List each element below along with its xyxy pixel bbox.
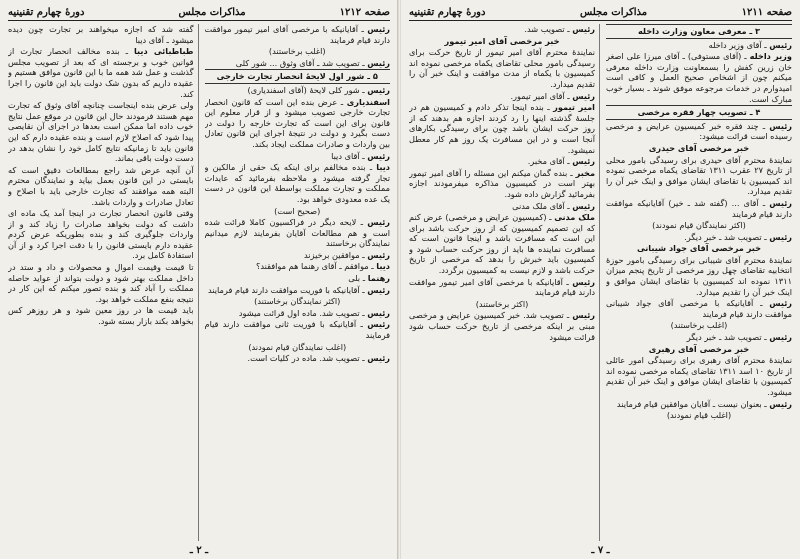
paragraph-text: ۵ ـ شور اول لایحۀ انحصار تجارت خارجی: [216, 71, 378, 82]
paragraph-text: (اکثر برخاستند): [475, 298, 529, 309]
paragraph-text: (اغلب قیام نمودند): [666, 410, 732, 421]
transcript-paragraph: وزیر داخله ـ (آقای مستوفی) ـ آقای میرزا علی اصغر خان زرین کفش را بسمعاونت وزارت داخله معرفی میکنم چون از اشخاص صحیح العمل و کافی است امیدوارم در خدمات مرجوعه موفق شوند ـ بسیار خوب مبارک است.: [606, 51, 792, 104]
transcript-paragraph: [606, 355, 792, 397]
paragraph-text: (اکثر نمایندگان قیام نمودند): [652, 220, 746, 231]
paragraph-text: موافقم ـ آقای رهنما هم موافقند؟: [255, 261, 369, 272]
paragraph-text: گفته شد که اجازه میخواهند بر تجارت چون دیده میشود ـ آقای دیبا: [8, 24, 194, 45]
transcript-paragraph: رئیس ـ تصویب شد ـ خبر دیگر.: [684, 231, 792, 242]
transcript-paragraph: [8, 165, 194, 207]
agenda-item-heading: [205, 69, 391, 84]
procedural-note: [205, 296, 391, 307]
paragraph-text: خبر مرخصی آقای جواد شیبانی: [636, 243, 762, 254]
transcript-paragraph: رئیس ـ آقایانیکه با مرخصی آقای جواد شیبانی موافقت دارند قیام فرمایند: [606, 298, 792, 319]
speaker-name: امیر تیمور: [553, 102, 595, 113]
transcript-paragraph: رئیس ـ تصویب شد ـ آقای وثوق ... شور کلی: [235, 57, 390, 68]
transcript-paragraph: رئیس ـ چند فقره خبر کمیسیون عرایض و مرخصی رسیده است قرائت میشود:: [606, 120, 792, 142]
speaker-name: رئیس: [367, 319, 390, 330]
paragraph-text: تصویب شد ـ خبر دیگر: [686, 332, 762, 343]
transcript-paragraph: [8, 100, 194, 164]
speaker-name: رئیس: [572, 90, 595, 101]
transcript-paragraph: ملک مدنی ـ (کمیسیون عرایض و مرخصی) عرض کنم که این تصمیم کمیسیون که از روز حرکت باشد برای این است که مسافرت باشد و اینجا قانون است که مسافرت نماینده ها باید از روز حرکت حساب شود و کمیسیون باید خبرش را بدهد که مرخصی از تاریخ حرکت باشد و لازم نیست به کمیسیون برگردد.: [409, 212, 596, 276]
paragraph-text: آقایانیکه با مرخصی آقای امیر تیمور موافقت دارند قیام فرمایند: [409, 276, 595, 298]
paragraph-text: آقای ملک مدنی: [512, 200, 565, 211]
transcript-paragraph: رئیس ـ آقایانیکه با مرخصی آقای امیر تیمور موافقت دارند قیام فرمایند: [204, 24, 390, 45]
right-page-column-left: [409, 24, 600, 541]
transcript-paragraph: رئیس ـ آقای دیبا: [331, 150, 390, 161]
speaker-name: دیبا: [376, 261, 390, 272]
transcript-paragraph: [606, 255, 792, 297]
transcript-paragraph: رئیس ـ موافقین برخیزند: [303, 249, 390, 260]
paragraph-text: تصویب شد. ماده در کلیات است.: [247, 353, 360, 364]
paragraph-text: (اغلب نمایندگان قیام نمودند): [248, 341, 347, 352]
left-page-columns: [8, 24, 390, 541]
report-subheading: [606, 344, 792, 355]
speaker-name: رئیس: [367, 24, 390, 34]
paragraph-text: بنده مخالف انحصار تجارت از قوانین خوب و برجسته ای که بعد از تصویب مجلس گذشت و عمل شد همه ما با این قانون موافق هستیم و عقیده داریم که بدون شک دولت باید این قانون را اجرا کند.: [8, 46, 194, 99]
left-page-column-left: [8, 24, 199, 541]
speaker-name: رئیس: [572, 156, 595, 167]
speaker-name: رئیس: [769, 298, 792, 309]
procedural-note: [205, 46, 391, 57]
paragraph-text: تصویب شد ـ آقای وثوق ... شور کلی: [235, 57, 360, 68]
paragraph-text: چند فقره خبر کمیسیون عرایض و مرخصی رسیده است قرائت میشود:: [606, 120, 792, 142]
paragraph-text: وقتی قانون انحصار تجارت در اینجا آمد یک ماده ای داشت که دولت بخواهد صادرات را زیاد کند و از واردات جلوگیری کند و بنده بطوریکه عرض کردم عقیده دارم بایستی قانون را با دقت اجرا کرد و از آن استفادۀ کامل برد.: [8, 208, 194, 261]
paragraph-text: آقایانیکه با مرخصی آقای جواد شیبانی موافقت دارند قیام فرمایند: [606, 298, 792, 319]
transcript-paragraph: [8, 262, 194, 304]
transcript-paragraph: رئیس ـ آقای وزیر داخله: [708, 39, 792, 50]
transcript-paragraph: دیبا ـ بنده مخالفم برای اینکه یک حقی از مالکین و تجار گرفته میشود و ملاحظه بفرمائید که عایدات مملکت و تجارت مملکت بواسطۀ این قانون در دست یک عده معدودی خواهد بود.: [204, 162, 390, 204]
paragraph-text: موافقین برخیزند: [303, 249, 360, 260]
procedural-note: [606, 220, 792, 231]
header-title: مذاکرات مجلس: [178, 6, 246, 18]
paragraph-text: نمایندۀ محترم آقای رهبری برای رسیدگی امور عائلی از تاریخ ۱۰ اسد ۱۳۱۱ تقاضای یکماه مرخصی نموده اند کمیسیون با تقاضای ایشان موافق و اینک خبر آن تقدیم میشود.: [606, 355, 792, 397]
speaker-name: رئیس: [769, 398, 792, 409]
procedural-note: [606, 320, 792, 331]
report-subheading: [606, 143, 792, 154]
transcript-paragraph: رئیس ـ آقایانیکه با فوریت ثانی موافقت دارند قیام فرمایند: [204, 319, 390, 341]
paragraph-text: نمایندۀ محترم آقای شیبانی برای رسیدگی بامور حوزۀ انتخابیه تقاضای چهل روز مرخصی از تاریخ پنجم میزان ۱۳۱۱ نموده اند کمیسیون با تقاضای ایشان موافق و اینک خبر آن را تقدیم میدارد.: [606, 254, 792, 297]
paragraph-text: خبر مرخصی آقای رهبری: [648, 343, 750, 354]
paragraph-text: آقای دیبا: [331, 150, 360, 161]
transcript-paragraph: رئیس ـ آقای ملک مدنی: [512, 200, 595, 211]
page-number: ـ ۷ ـ: [591, 545, 610, 556]
paragraph-text: آن آنچه عرض شد راجع بمطالعات دقیق است که بایستی در این قانون بعمل بیاید و نمایندگان محترم البته همه موافقند که تجارت خارجی باید با اصلاح و تعادل صادرات و واردات باشد.: [8, 164, 194, 207]
right-page: [401, 0, 800, 559]
transcript-paragraph: رئیس ـ تصویب شد. خبر کمیسیون عرایض و مرخصی مبنی بر اینکه مرخصی از تاریخ حرکت حساب شود قرائت میشود: [409, 310, 595, 342]
paragraph-text: آقای ... (گفته شد ـ خیر) آقایانیکه موافقت دارند قیام فرمایند: [606, 197, 792, 219]
transcript-paragraph: رئیس ـ آقای مخبر.: [527, 156, 595, 167]
paragraph-text: لایحه دیگر در فراکسیون کاملا قرائت شده است و هم مطالعات آقایان بفرمایند لازم میدانیم نمایندگان برخاستند: [204, 217, 390, 249]
speaker-name: وزیر داخله: [749, 51, 792, 62]
agenda-item-heading: [606, 105, 792, 120]
left-page-header: [8, 4, 390, 21]
transcript-paragraph: رئیس ـ آقایانیکه با فوریت موافقت دارند قیام فرمایند: [208, 284, 390, 295]
left-page: [0, 0, 399, 559]
page-number: ـ ۲ ـ: [189, 545, 209, 556]
procedural-note: [205, 342, 391, 353]
paragraph-text: (صحیح است): [274, 205, 321, 216]
paragraph-text: ۴ ـ تصویب چهار فقره مرخصی: [637, 107, 761, 118]
transcript-paragraph: رئیس ـ لایحه دیگر در فراکسیون کاملا قرائت شده است و هم مطالعات آقایان بفرمایند لازم میدانیم نمایندگان برخاستند: [204, 217, 390, 249]
paragraph-text: نمایندۀ محترم آقای حیدری برای رسیدگی بامور محلی از تاریخ ۲۷ عقرب ۱۳۱۱ تقاضای یکماه مرخصی نموده اند کمیسیون با تقاضای ایشان موافق و اینک خبر آن را تقدیم میدارد.: [606, 154, 792, 197]
transcript-paragraph: [8, 24, 194, 45]
paragraph-text: آقای مخبر.: [527, 156, 565, 167]
paragraph-text: تصویب شد ـ خبر دیگر.: [684, 231, 762, 242]
speaker-name: رئیس: [367, 84, 390, 95]
paragraph-text: خبر مرخصی آقای حیدری: [648, 142, 750, 153]
transcript-paragraph: رئیس ـ تصویب شد.: [524, 24, 595, 34]
speaker-name: رئیس: [769, 231, 792, 242]
header-date: صفحه ۱۲۱۱: [741, 6, 792, 18]
speaker-name: رئیس: [367, 150, 390, 161]
transcript-paragraph: مخبر ـ بنده گمان میکنم این مسئله را آقای امیر تیمور بهتر است در کمیسیون مذاکره میفرمودند اجازه بفرمائید گزارش داده شود.: [409, 167, 596, 199]
speaker-name: ملک مدنی: [554, 212, 596, 223]
paragraph-text: بنده مخالفم برای اینکه یک حقی از مالکین و تجار گرفته میشود و ملاحظه بفرمائید که عایدات مملکت و تجارت مملکت بواسطۀ این قانون در دست یک عده معدودی خواهد بود.: [204, 162, 390, 204]
speaker-name: اسفندیاری: [346, 96, 390, 107]
transcript-paragraph: [8, 305, 194, 326]
paragraph-text: تصویب شد. خبر کمیسیون عرایض و مرخصی مبنی بر اینکه مرخصی از تاریخ حرکت حساب شود قرائت میشود: [409, 310, 595, 342]
transcript-paragraph: رئیس ـ شور کلی لایحۀ (آقای اسفندیاری): [247, 84, 390, 95]
speaker-name: طباطبائی دیبا: [133, 46, 194, 57]
paragraph-text: آقایانیکه با فوریت ثانی موافقت دارند قیام فرمایند: [204, 319, 390, 341]
transcript-paragraph: رئیس ـ آقای ... (گفته شد ـ خیر) آقایانیکه موافقت دارند قیام فرمایند: [606, 197, 792, 219]
header-title: مذاکرات مجلس: [579, 6, 648, 18]
speaker-name: رئیس: [367, 217, 390, 228]
paragraph-text: (اکثر نمایندگان برخاستند): [254, 296, 341, 307]
speaker-name: رئیس: [572, 276, 595, 287]
speaker-name: رئیس: [769, 39, 792, 50]
paragraph-text: نمایندۀ محترم آقای امیر تیمور از تاریخ حرکت برای رسیدگی بامور محلی تقاضای یکماه مرخصی نموده اند کمیسیون با یکماه از مدت موافقت و اینک خبر آن را تقدیم میدارد.: [409, 47, 595, 89]
speaker-name: رئیس: [769, 197, 792, 208]
procedural-note: [606, 410, 792, 421]
paragraph-text: ۳ ـ معرفی معاون وزارت داخله: [637, 26, 761, 36]
transcript-paragraph: رئیس ـ آقای امیر تیمور.: [510, 90, 595, 101]
paragraph-text: باید قیمت ها در روز معین شود و هر روزهر کس بخواهد بکند بازار بسته شود.: [8, 305, 194, 327]
header-session: دورۀ چهارم تقنينيه: [409, 6, 486, 18]
transcript-paragraph: اسفندیاری ـ عرض بنده این است که قانون انحصار تجارت خارجی تصویب میشود و از قرار معلوم این قانون برای این است که تجارت خارجه را دولت در دست بگیرد و دولت در نتیجۀ اجرای این قانون تعادل بین واردات و صادرات مملکت ایجاد بکند.: [204, 96, 390, 149]
right-page-columns: [409, 24, 792, 541]
paragraph-text: خبر مرخصی آقای امیر تیمور: [444, 35, 560, 46]
speaker-name: رئیس: [367, 249, 390, 260]
header-session: دورۀ چهارم تقنینیه: [8, 6, 85, 18]
transcript-paragraph: رئیس ـ تصویب شد. ماده اول قرائت میشود: [238, 307, 390, 318]
transcript-paragraph: امیر تیمور ـ بنده اینجا تذکر دادم و کمیسیون هم در جلسۀ گذشته اینها را رد کردند اجازه هم بدهند که از روز حرکت ایشان باشد چون برای رسیدگی بکارهای آنجا است و در این مسافرت یک روز هم کار معطل نمیشود.: [409, 102, 595, 155]
report-subheading: [409, 36, 595, 47]
left-page-column-right: [205, 24, 391, 541]
paragraph-text: شور کلی لایحۀ (آقای اسفندیاری): [247, 84, 360, 95]
speaker-name: رئیس: [572, 310, 595, 321]
speaker-name: رئیس: [367, 284, 390, 295]
paragraph-text: (کمیسیون عرایض و مرخصی) عرض کنم که این تصمیم کمیسیون که از روز حرکت باشد برای این است که مسافرت باشد و اینجا قانون است که مسافرت نماینده ها باید از روز حرکت حساب شود و کمیسیون باید خبرش را بدهد که مرخصی از تاریخ حرکت باشد و لازم نیست به کمیسیون برگردد.: [409, 212, 595, 276]
paragraph-text: بنده گمان میکنم این مسئله را آقای امیر تیمور بهتر است در کمیسیون مذاکره میفرمودند اجازه بفرمائید گزارش داده شود.: [409, 167, 595, 199]
paragraph-text: (اغلب برخاستند): [670, 320, 728, 331]
paragraph-text: تصویب شد.: [524, 24, 565, 34]
speaker-name: رئیس: [572, 200, 595, 211]
transcript-paragraph: رئیس ـ تصویب شد. ماده در کلیات است.: [247, 353, 390, 364]
speaker-name: رئیس: [769, 332, 792, 343]
transcript-paragraph: رئیس ـ بعنوان نیست ـ آقایان موافقین قیام فرمایند: [616, 398, 792, 409]
paragraph-text: آقای امیر تیمور.: [510, 90, 565, 101]
procedural-note: [409, 299, 595, 310]
transcript-paragraph: [8, 208, 194, 261]
right-page-column-right: [606, 24, 792, 541]
transcript-paragraph: رهنما ـ بلی: [348, 273, 390, 284]
procedural-note: [205, 206, 391, 217]
paragraph-text: آقایانیکه با مرخصی آقای امیر تیمور موافقت دارند قیام فرمایند: [204, 24, 390, 45]
paragraph-text: ولی عرض بنده اینجاست چنانچه آقای وثوق که تجارت مهم هستند فرمودند حال این قانون در موقع عمل نتایج خوب داده اما ممکن است بعدها در اجرای آن نقایصی پیدا شود که اصلاح لازم است و بنده عقیده دارم که این قانون باید تا زمانیکه نتایج کامل خود را نشان بدهد در دست دولت باقی بماند.: [8, 100, 194, 164]
paragraph-text: (اغلب برخاستند): [268, 46, 326, 57]
paragraph-text: بلی: [348, 273, 361, 284]
speaker-name: مخبر: [575, 167, 596, 178]
report-subheading: [606, 243, 792, 254]
paragraph-text: (آقای مستوفی) ـ آقای میرزا علی اصغر خان زرین کفش را بسمعاونت وزارت داخله معرفی میکنم چون از اشخاص صحیح العمل و کافی است امیدوارم در خدمات مرجوعه موفق شوند ـ بسیار خوب مبارک است.: [606, 51, 792, 104]
paragraph-text: تصویب شد. ماده اول قرائت میشود: [238, 307, 360, 318]
transcript-paragraph: [606, 155, 792, 197]
speaker-name: رئیس: [769, 120, 792, 131]
speaker-name: رئیس: [367, 307, 390, 318]
header-date: صفحه ۱۲۱۲: [339, 6, 390, 18]
paragraph-text: آقایانیکه با فوریت موافقت دارند قیام فرمایند: [208, 284, 360, 295]
paragraph-text: تا قیمت وقیمت اموال و محصولات و داد و ستد در داخل مملکت بهتر شود و دولت بتواند از عواید حاصله مملکت را آباد کند و بنده تصور میکنم که این کار در نتیجه بنفع مملکت خواهد بود.: [8, 262, 194, 304]
transcript-paragraph: رئیس ـ تصویب شد ـ خبر دیگر: [686, 332, 792, 343]
agenda-item-heading: [606, 24, 792, 39]
speaker-name: دیبا: [376, 162, 390, 173]
paragraph-text: آقای وزیر داخله: [708, 39, 762, 50]
transcript-paragraph: دیبا ـ موافقم ـ آقای رهنما هم موافقند؟: [255, 261, 390, 272]
paragraph-text: بعنوان نیست ـ آقایان موافقین قیام فرمایند: [616, 398, 762, 409]
right-page-header: [409, 4, 792, 21]
transcript-paragraph: طباطبائی دیبا ـ بنده مخالف انحصار تجارت از قوانین خوب و برجسته ای که بعد از تصویب مجلس گذشت و عمل شد همه ما با این قانون موافق هستیم و عقیده داریم که بدون شک دولت باید این قانون را اجرا کند.: [8, 46, 194, 99]
paragraph-text: عرض بنده این است که قانون انحصار تجارت خارجی تصویب میشود و از قرار معلوم این قانون برای این است که تجارت خارجه را دولت در دست بگیرد و دولت در نتیجۀ اجرای این قانون تعادل بین واردات و صادرات مملکت ایجاد بکند.: [204, 96, 390, 149]
speaker-name: رهنما: [367, 273, 390, 284]
speaker-name: رئیس: [367, 57, 390, 68]
transcript-paragraph: [409, 47, 595, 89]
speaker-name: رئیس: [367, 353, 390, 364]
transcript-paragraph: رئیس ـ آقایانیکه با مرخصی آقای امیر تیمور موافقت دارند قیام فرمایند: [409, 276, 595, 298]
paragraph-text: بنده اینجا تذکر دادم و کمیسیون هم در جلسۀ گذشته اینها را رد کردند اجازه هم بدهند که از روز حرکت ایشان باشد چون برای رسیدگی بکارهای آنجا است و در این مسافرت یک روز هم کار معطل نمیشود.: [409, 102, 595, 155]
speaker-name: رئیس: [572, 24, 595, 34]
